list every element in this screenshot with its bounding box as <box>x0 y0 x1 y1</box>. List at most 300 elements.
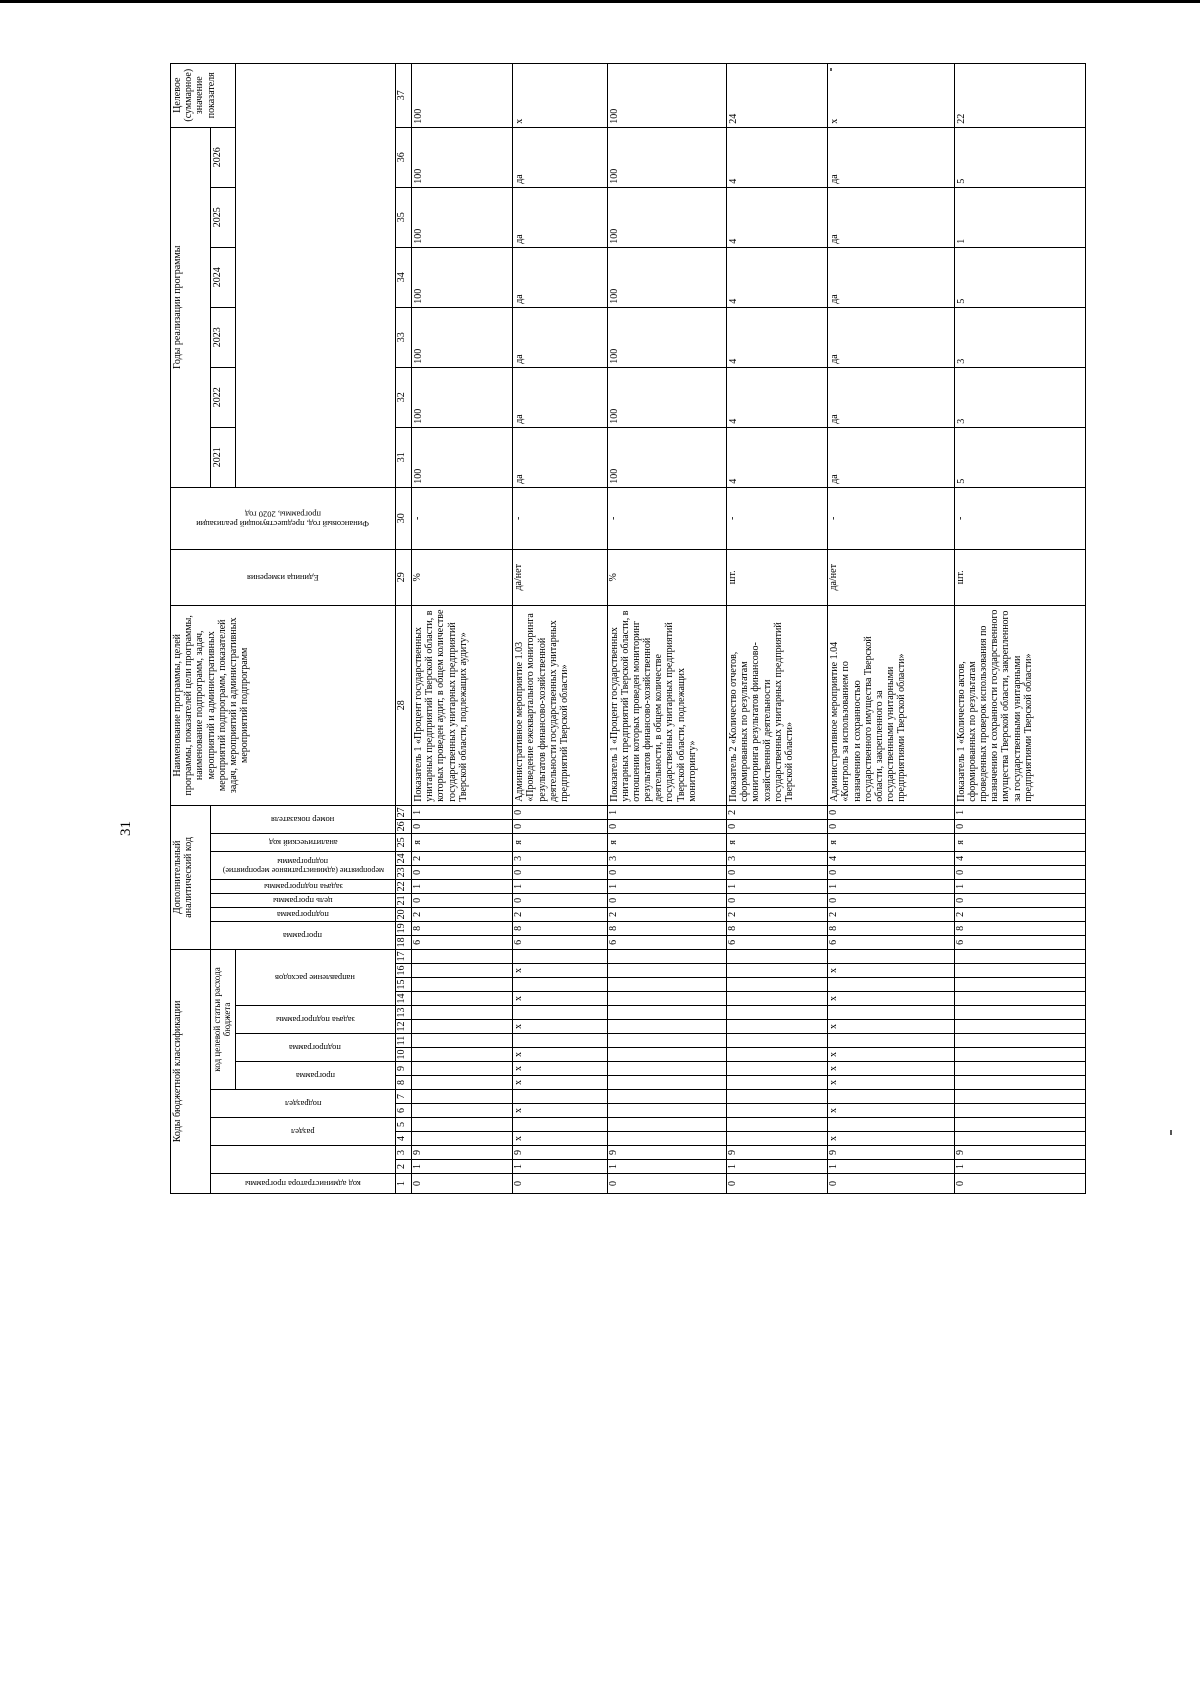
code-cell: 1 <box>412 879 513 893</box>
code-cell: 0 <box>828 1174 954 1194</box>
code-cell: 0 <box>828 819 954 833</box>
code-cell <box>412 964 513 978</box>
code-cell: 0 <box>954 819 1085 833</box>
code-cell: 0 <box>513 865 607 879</box>
header-target-article: код целевой статьи расхода бюджета <box>211 949 236 1089</box>
code-cell <box>412 1020 513 1034</box>
code-cell <box>412 1118 513 1132</box>
header-indicator-number: номер показателя <box>271 815 335 826</box>
code-cell: я <box>828 833 954 851</box>
code-cell: 8 <box>828 921 954 935</box>
year-value: 100 <box>412 427 513 487</box>
code-cell: х <box>828 1104 954 1118</box>
table-row <box>607 63 727 1193</box>
code-cell <box>513 1034 607 1048</box>
code-cell: 6 <box>828 935 954 949</box>
fin-year-cell: - <box>607 487 727 549</box>
header-indicator-number-cell <box>211 805 396 833</box>
table-row <box>954 63 1085 1193</box>
header-analytic-code: аналитический код <box>268 838 338 849</box>
code-cell <box>412 1034 513 1048</box>
col-number: 28 <box>396 605 412 805</box>
header-fin-year-cell <box>171 487 396 549</box>
fin-year-cell: - <box>412 487 513 549</box>
header-target: Целевое (суммарное) значение показателя <box>171 63 236 127</box>
code-cell: х <box>828 964 954 978</box>
header-expense-direction: направление расходов <box>275 973 356 984</box>
code-cell <box>607 1062 727 1076</box>
header-budget-codes: Коды бюджетной классификации <box>171 949 211 1193</box>
target-value: 100 <box>412 63 513 127</box>
header-name: Наименование программы, целей программы, показателей цели программы, наименование подпрограмм, задач, мероприятий и административных мероприятий подпрограмм, показателей задач, мероприятий и административных мероприятий подпрограмм <box>171 605 396 805</box>
code-cell: 9 <box>954 1146 1085 1160</box>
code-cell <box>727 1076 828 1090</box>
code-cell <box>727 1034 828 1048</box>
col-number: 33 <box>396 307 412 367</box>
code-cell: 6 <box>954 935 1085 949</box>
code-cell: х <box>513 1076 607 1090</box>
unit-cell: шт. <box>954 549 1085 605</box>
header-fin-year: Финансовый год, предшествующий реализации программы, 2020 год <box>196 509 370 529</box>
year-value: да <box>828 187 954 247</box>
year-value: 100 <box>412 307 513 367</box>
code-cell: 9 <box>828 1146 954 1160</box>
col-number: 24 <box>396 851 412 865</box>
col-number: 37 <box>396 63 412 127</box>
code-cell: я <box>412 833 513 851</box>
col-number: 31 <box>396 427 412 487</box>
col-number: 36 <box>396 127 412 187</box>
code-cell: 6 <box>513 935 607 949</box>
header-subprogram-task: задача подпрограммы <box>275 1015 355 1026</box>
year-2025: 2025 <box>211 187 236 247</box>
code-cell: 1 <box>607 805 727 819</box>
column-numbers-row <box>396 63 412 1193</box>
code-cell <box>727 1132 828 1146</box>
header-subsection-cell <box>211 1090 396 1118</box>
unit-cell: да/нет <box>513 549 607 605</box>
program-indicators-table-rotated <box>170 68 1074 1194</box>
code-cell: х <box>513 1020 607 1034</box>
header-program-goal: цель программы <box>273 896 333 907</box>
code-cell: 0 <box>607 893 727 907</box>
col-number: 5 <box>396 1118 412 1132</box>
col-number: 19 <box>396 921 412 935</box>
header-unit-cell <box>171 549 396 605</box>
code-cell: х <box>828 1062 954 1076</box>
year-2024: 2024 <box>211 247 236 307</box>
code-cell <box>513 1090 607 1104</box>
code-cell: 4 <box>828 851 954 865</box>
unit-cell: % <box>607 549 727 605</box>
code-cell: 0 <box>828 893 954 907</box>
code-cell: 8 <box>727 921 828 935</box>
header-admin-activity-cell <box>211 851 396 879</box>
code-cell: 1 <box>954 1160 1085 1174</box>
code-cell: 0 <box>513 819 607 833</box>
code-cell: х <box>513 1132 607 1146</box>
target-value: х <box>513 63 607 127</box>
col-number: 30 <box>396 487 412 549</box>
code-cell <box>954 1020 1085 1034</box>
code-cell <box>954 1062 1085 1076</box>
col-number: 1 <box>396 1174 412 1194</box>
header-program-goal-cell <box>211 893 396 907</box>
code-cell: 1 <box>954 805 1085 819</box>
year-value: да <box>513 187 607 247</box>
code-cell: 1 <box>412 805 513 819</box>
header-section: раздел <box>291 1127 315 1138</box>
col-number: 11 <box>396 1034 412 1048</box>
code-cell: 2 <box>513 907 607 921</box>
code-cell <box>607 964 727 978</box>
year-value: 3 <box>954 307 1085 367</box>
target-value: 24 <box>727 63 828 127</box>
code-cell: 6 <box>727 935 828 949</box>
code-cell <box>727 1020 828 1034</box>
top-border-line <box>0 0 1200 3</box>
code-cell: 3 <box>513 851 607 865</box>
code-cell: я <box>727 833 828 851</box>
code-cell: 0 <box>513 805 607 819</box>
col-number: 7 <box>396 1090 412 1104</box>
header-analytic-code-cell <box>211 833 396 851</box>
code-cell: х <box>513 1048 607 1062</box>
header-subprogram-task2-cell <box>211 879 396 893</box>
code-cell: х <box>828 1132 954 1146</box>
code-cell: 0 <box>513 1174 607 1194</box>
header-admin-activity: мероприятие (административное мероприятие) подпрограммы <box>222 857 384 876</box>
code-cell: 0 <box>412 893 513 907</box>
code-cell <box>412 949 513 963</box>
code-cell: 0 <box>954 893 1085 907</box>
col-number: 6 <box>396 1104 412 1118</box>
header-additional-code: Дополнительный аналитический код <box>171 805 211 949</box>
col-number: 23 <box>396 865 412 879</box>
header-program: программа <box>295 1071 335 1082</box>
code-cell <box>412 1104 513 1118</box>
code-cell: 2 <box>412 907 513 921</box>
header-add-subprogram: подпрограмма <box>277 910 329 921</box>
code-cell: 9 <box>513 1146 607 1160</box>
code-cell <box>412 1090 513 1104</box>
code-cell <box>828 1006 954 1020</box>
header-years: Годы реализации программы <box>171 127 211 487</box>
code-cell <box>513 1118 607 1132</box>
code-cell <box>727 1006 828 1020</box>
year-value: 100 <box>412 187 513 247</box>
year-value: да <box>513 127 607 187</box>
page-number: 31 <box>118 821 134 836</box>
code-cell: 0 <box>412 819 513 833</box>
code-cell <box>513 949 607 963</box>
code-cell: х <box>828 1076 954 1090</box>
code-cell: 9 <box>412 1146 513 1160</box>
code-cell <box>954 1118 1085 1132</box>
code-cell: 1 <box>412 1160 513 1174</box>
year-value: 100 <box>607 367 727 427</box>
code-cell <box>607 1132 727 1146</box>
fin-year-cell: - <box>727 487 828 549</box>
col-number: 17 <box>396 949 412 963</box>
col-number: 12 <box>396 1020 412 1034</box>
year-2021: 2021 <box>211 427 236 487</box>
code-cell <box>954 1034 1085 1048</box>
year-value: 100 <box>607 187 727 247</box>
unit-cell: да/нет <box>828 549 954 605</box>
code-cell <box>727 978 828 992</box>
code-cell <box>513 1006 607 1020</box>
code-cell: х <box>513 992 607 1006</box>
code-cell <box>828 1034 954 1048</box>
program-indicators-table <box>170 63 1086 1194</box>
year-value: 4 <box>727 367 828 427</box>
code-cell: 1 <box>607 879 727 893</box>
code-cell: 2 <box>828 907 954 921</box>
year-2026: 2026 <box>211 127 236 187</box>
col-number: 18 <box>396 935 412 949</box>
header-add-program-cell <box>211 921 396 949</box>
code-cell <box>607 1006 727 1020</box>
code-cell <box>412 992 513 1006</box>
code-cell <box>607 992 727 1006</box>
header-expense-direction-cell <box>235 949 395 1005</box>
code-cell: х <box>513 1062 607 1076</box>
code-cell: х <box>513 964 607 978</box>
indicator-description: Показатель 1 «Процент государственных унитарных предприятий Тверской области, в которых проведен аудит, в общем количестве государственных унитарных предприятий Тверской области, подлежащих аудиту» <box>412 605 513 805</box>
code-cell: я <box>513 833 607 851</box>
target-value: 100 <box>607 63 727 127</box>
year-value: 5 <box>954 427 1085 487</box>
code-cell: 1 <box>828 879 954 893</box>
code-cell <box>828 1090 954 1104</box>
target-value: 22 <box>954 63 1085 127</box>
indicator-description: Показатель 1 «Процент государственных унитарных предприятий Тверской области, в отношении которых проведен мониторинг результатов финансово-хозяйственной деятельности, в общем количестве государственных унитарных предприятий Тверской области, подлежащих мониторингу» <box>607 605 727 805</box>
year-value: 100 <box>607 307 727 367</box>
code-cell: 1 <box>954 879 1085 893</box>
year-value: 100 <box>607 127 727 187</box>
year-value: да <box>513 247 607 307</box>
year-value: да <box>513 427 607 487</box>
code-cell <box>607 1090 727 1104</box>
code-cell <box>727 1118 828 1132</box>
code-cell <box>828 978 954 992</box>
header-subprogram: подпрограмма <box>289 1043 342 1054</box>
year-value: 100 <box>607 427 727 487</box>
year-value: да <box>828 127 954 187</box>
year-value: да <box>828 367 954 427</box>
code-cell: 3 <box>727 851 828 865</box>
year-value: 100 <box>607 247 727 307</box>
year-value: 5 <box>954 127 1085 187</box>
code-cell <box>607 978 727 992</box>
col-number: 22 <box>396 879 412 893</box>
code-cell <box>828 949 954 963</box>
code-cell: 8 <box>513 921 607 935</box>
fin-year-cell: - <box>828 487 954 549</box>
code-cell <box>954 949 1085 963</box>
code-cell <box>412 1062 513 1076</box>
year-value: 1 <box>954 187 1085 247</box>
code-cell: 6 <box>607 935 727 949</box>
header-filler-cell <box>211 1146 396 1174</box>
col-number: 15 <box>396 978 412 992</box>
col-number: 25 <box>396 833 412 851</box>
code-cell <box>412 1076 513 1090</box>
col-number: 35 <box>396 187 412 247</box>
code-cell: 0 <box>954 1174 1085 1194</box>
col-number: 10 <box>396 1048 412 1062</box>
year-value: 3 <box>954 367 1085 427</box>
indicator-description: Показатель 2 «Количество отчетов, сформированных по результатам мониторинга результатов финансово-хозяйственной деятельности государственных унитарных предприятий Тверской области» <box>727 605 828 805</box>
code-cell <box>954 1132 1085 1146</box>
header-admin-code-cell <box>211 1174 396 1194</box>
indicator-description: Показатель 1 «Количество актов, сформированных по результатам проведенных проверок использования по назначению и сохранности государственного имущества Тверской области, закрепленного за государственными унитарными предприятиями Тверской области» <box>954 605 1085 805</box>
code-cell: 0 <box>607 1174 727 1194</box>
code-cell <box>954 964 1085 978</box>
year-value: 100 <box>412 247 513 307</box>
code-cell <box>412 1006 513 1020</box>
code-cell <box>513 978 607 992</box>
col-number: 14 <box>396 992 412 1006</box>
code-cell: я <box>954 833 1085 851</box>
code-cell: 9 <box>607 1146 727 1160</box>
code-cell <box>607 1076 727 1090</box>
col-number: 32 <box>396 367 412 427</box>
header-unit: Единица измерения <box>247 573 319 584</box>
code-cell: 8 <box>954 921 1085 935</box>
col-number: 9 <box>396 1062 412 1076</box>
code-cell <box>412 1132 513 1146</box>
table-row <box>828 63 954 1193</box>
code-cell: 2 <box>727 805 828 819</box>
year-value: 4 <box>727 307 828 367</box>
header-add-program: программа <box>283 931 323 942</box>
data-rows <box>412 63 1086 1193</box>
fin-year-cell: - <box>513 487 607 549</box>
col-number: 29 <box>396 549 412 605</box>
header-program-cell <box>235 1062 395 1090</box>
code-cell <box>828 1118 954 1132</box>
code-cell: 2 <box>412 851 513 865</box>
code-cell: 2 <box>607 907 727 921</box>
year-value: да <box>828 247 954 307</box>
year-value: 4 <box>727 247 828 307</box>
col-number: 13 <box>396 1006 412 1020</box>
header-subprogram-task2: задача подпрограммы <box>263 882 343 893</box>
col-number: 16 <box>396 964 412 978</box>
header-subprogram-task-cell <box>235 1006 395 1034</box>
header-admin-code: код администратора программы <box>245 1179 361 1190</box>
code-cell: 1 <box>828 1160 954 1174</box>
col-number: 8 <box>396 1076 412 1090</box>
code-cell <box>954 1006 1085 1020</box>
col-number: 26 <box>396 819 412 833</box>
year-value: 100 <box>412 367 513 427</box>
code-cell: 0 <box>727 865 828 879</box>
col-number: 21 <box>396 893 412 907</box>
code-cell <box>727 949 828 963</box>
code-cell: 0 <box>607 865 727 879</box>
header-add-subprogram-cell <box>211 907 396 921</box>
indicator-description: Административное мероприятие 1.04 «Контроль за использованием по назначению и сохранностью государственного имущества Тверской области, закрепленного за государственными унитарными предприятиями Тверской области» <box>828 605 954 805</box>
code-cell <box>727 992 828 1006</box>
header-section-cell <box>211 1118 396 1146</box>
code-cell: х <box>828 1048 954 1062</box>
code-cell: я <box>607 833 727 851</box>
header-years-blank <box>235 63 395 487</box>
code-cell <box>727 1104 828 1118</box>
code-cell <box>607 949 727 963</box>
col-number: 2 <box>396 1160 412 1174</box>
code-cell: 9 <box>727 1146 828 1160</box>
code-cell <box>607 1104 727 1118</box>
code-cell: 8 <box>412 921 513 935</box>
col-number: 4 <box>396 1132 412 1146</box>
year-value: 5 <box>954 247 1085 307</box>
header-subsection: подраздел <box>284 1099 322 1110</box>
code-cell <box>607 1034 727 1048</box>
code-cell <box>412 1048 513 1062</box>
table-row <box>412 63 513 1193</box>
code-cell: 0 <box>727 1174 828 1194</box>
unit-cell: % <box>412 549 513 605</box>
table-row <box>513 63 607 1193</box>
code-cell <box>607 1048 727 1062</box>
code-cell: 1 <box>513 879 607 893</box>
code-cell <box>954 1104 1085 1118</box>
code-cell: 8 <box>607 921 727 935</box>
col-number: 20 <box>396 907 412 921</box>
code-cell: х <box>513 1104 607 1118</box>
code-cell <box>727 1090 828 1104</box>
year-value: 4 <box>727 187 828 247</box>
code-cell <box>954 1076 1085 1090</box>
code-cell: 0 <box>727 893 828 907</box>
code-cell: 2 <box>954 907 1085 921</box>
code-cell: 0 <box>607 819 727 833</box>
code-cell: 0 <box>828 805 954 819</box>
code-cell: 1 <box>607 1160 727 1174</box>
code-cell: х <box>828 992 954 1006</box>
col-number: 27 <box>396 805 412 819</box>
code-cell <box>727 1062 828 1076</box>
header-subprogram-cell <box>235 1034 395 1062</box>
col-number: 3 <box>396 1146 412 1160</box>
code-cell <box>727 964 828 978</box>
code-cell: 2 <box>727 907 828 921</box>
code-cell <box>954 978 1085 992</box>
code-cell: 0 <box>412 1174 513 1194</box>
year-value: 4 <box>727 427 828 487</box>
code-cell <box>607 1020 727 1034</box>
code-cell: 4 <box>954 851 1085 865</box>
scan-speck <box>1170 1130 1172 1135</box>
year-2023: 2023 <box>211 307 236 367</box>
code-cell: 3 <box>607 851 727 865</box>
target-value: х <box>828 63 954 127</box>
code-cell: 1 <box>727 879 828 893</box>
code-cell: 0 <box>513 893 607 907</box>
indicator-description: Административное мероприятие 1.03 «Проведение ежеквартального мониторинга результатов финансово-хозяйственной деятельности государственных унитарных предприятий Тверской области» <box>513 605 607 805</box>
year-value: 100 <box>412 127 513 187</box>
code-cell: 1 <box>513 1160 607 1174</box>
table-row <box>727 63 828 1193</box>
col-number: 34 <box>396 247 412 307</box>
year-value: 4 <box>727 127 828 187</box>
year-value: да <box>828 427 954 487</box>
code-cell <box>954 1048 1085 1062</box>
